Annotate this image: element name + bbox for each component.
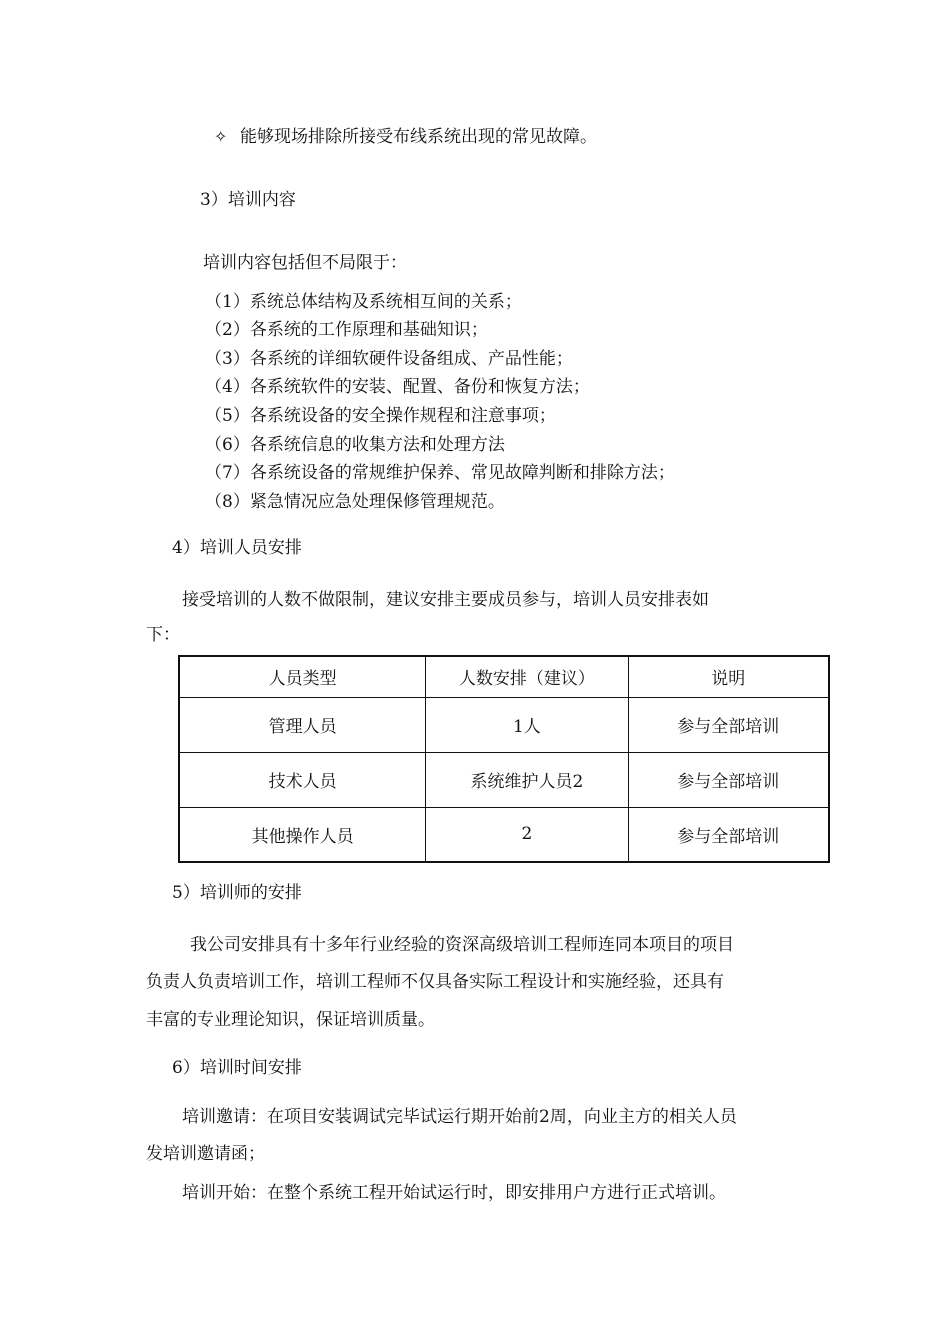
table-cell: 管理人员 — [179, 697, 426, 752]
bullet-item — [214, 125, 597, 149]
diamond-star-icon: ✧ — [214, 127, 228, 146]
section5-paragraph-line: 负责人负责培训工作，培训工程师不仅具备实际工程设计和实施经验，还具有 — [146, 972, 724, 992]
table-cell: 技术人员 — [179, 752, 426, 807]
training-invitation-line: 培训邀请：在项目安装调试完毕试运行期开始前2周，向业主方的相关人员 — [182, 1107, 737, 1127]
section5-paragraph-line: 丰富的专业理论知识，保证培训质量。 — [146, 1010, 435, 1030]
section6-heading: 6）培训时间安排 — [172, 1058, 302, 1078]
bullet-item-text: 能够现场排除所接受布线系统出现的常见故障。 — [240, 127, 597, 147]
list-item: （3）各系统的详细软硬件设备组成、产品性能； — [205, 349, 573, 369]
table-row — [179, 697, 829, 752]
section4-paragraph-line: 接受培训的人数不做限制，建议安排主要成员参与，培训人员安排表如 — [182, 590, 709, 610]
list-item: （8）紧急情况应急处理保修管理规范。 — [205, 492, 505, 512]
list-item: （5）各系统设备的安全操作规程和注意事项； — [205, 406, 556, 426]
table-cell: 其他操作人员 — [179, 807, 426, 862]
list-item: （1）系统总体结构及系统相互间的关系； — [205, 292, 522, 312]
training-invitation-line: 发培训邀请函； — [146, 1144, 265, 1164]
table-cell: 系统维护人员2 — [426, 752, 628, 807]
list-item: （4）各系统软件的安装、配置、备份和恢复方法； — [205, 377, 590, 397]
list-item: （2）各系统的工作原理和基础知识； — [205, 320, 488, 340]
table-cell: 参与全部培训 — [628, 697, 829, 752]
table-header-row — [179, 656, 829, 697]
section4-paragraph-line: 下： — [146, 625, 180, 645]
section3-heading: 3）培训内容 — [200, 190, 296, 210]
list-item: （6）各系统信息的收集方法和处理方法 — [205, 435, 505, 455]
list-item: （7）各系统设备的常规维护保养、常见故障判断和排除方法； — [205, 463, 675, 483]
table-cell: 1人 — [426, 697, 628, 752]
section3-intro: 培训内容包括但不局限于： — [203, 253, 407, 273]
section5-heading: 5）培训师的安排 — [172, 883, 302, 903]
table-header-cell: 说明 — [628, 656, 829, 697]
table-header-cell: 人数安排（建议） — [426, 656, 628, 697]
training-start-line: 培训开始：在整个系统工程开始试运行时，即安排用户方进行正式培训。 — [182, 1183, 726, 1203]
staff-arrangement-table — [178, 655, 830, 863]
table-row — [179, 807, 829, 862]
table-cell: 参与全部培训 — [628, 752, 829, 807]
table-cell: 参与全部培训 — [628, 807, 829, 862]
table-header-cell: 人员类型 — [179, 656, 426, 697]
section5-paragraph-line: 我公司安排具有十多年行业经验的资深高级培训工程师连同本项目的项目 — [190, 935, 734, 955]
table-cell: 2 — [426, 807, 628, 862]
section4-heading: 4）培训人员安排 — [172, 538, 302, 558]
table-row — [179, 752, 829, 807]
